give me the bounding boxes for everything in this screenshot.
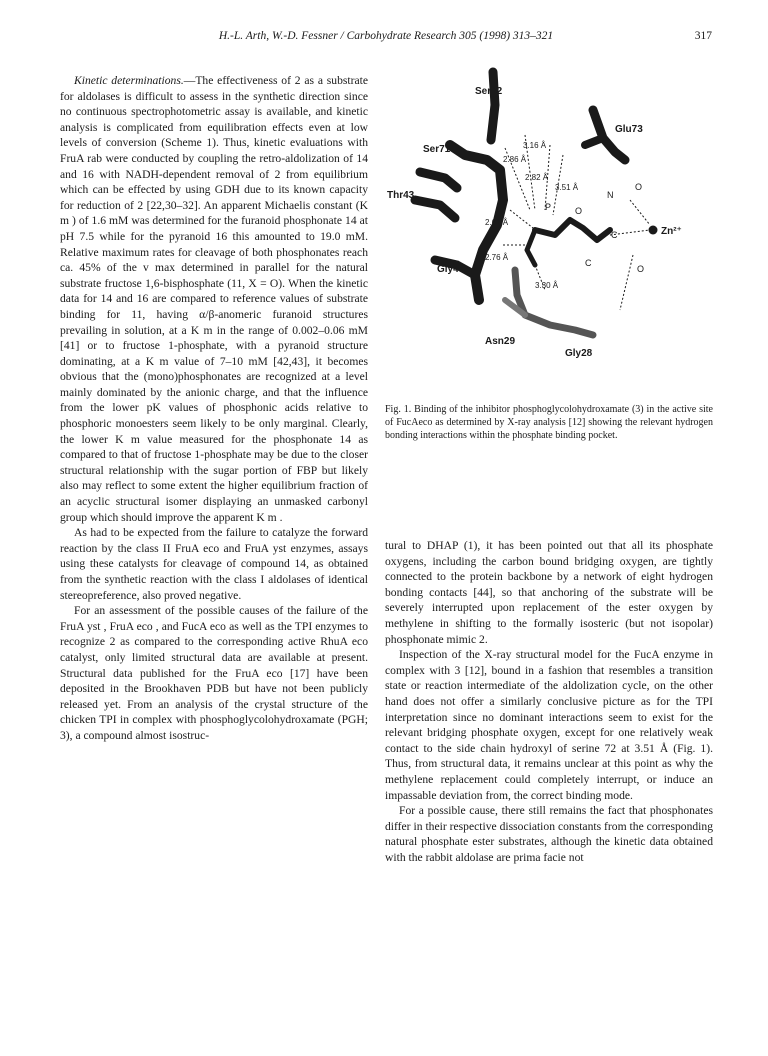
atom-label: O	[575, 206, 583, 216]
paragraph: As had to be expected from the failure to catalyze the forward reaction by the class II FruA eco and FruA yst enzymes, assays using these catalysts for cleavage of compound 14, as obtained from the synthetic reaction with the class I aldolases of identical stereopreference, also proved negative.	[60, 526, 368, 602]
running-title: H.-L. Arth, W.-D. Fessner / Carbohydrate Research 305 (1998) 313–321	[218, 30, 554, 42]
label-ser72: Ser72	[475, 86, 503, 97]
paragraph: Kinetic determinations.—The effectiveness of 2 as a substrate for aldolases is difficult to assess in the synthetic direction since no continuous spectrophotometric assay is available, and kinetic analysis is complicated from equilibration effects even at low levels of conversion (Scheme 1). Thus, kinetic evaluations with FruA rab were conducted by coupling the retro-aldolization of 14 and 16 with NADH-dependent removal of 2 from equilibrium which can be effected by using GDH due to its known capacity for reduction of 2 [22,30–32]. An apparent Michaelis constant (K m ) of 1.6 mM was determined for the furanoid phosphonate 14 at pH 7.5 while for the pyranoid 16 this amounted to 19.0 mM. Relative maximum rates for cleavage of both phosphonates reach ca. 45% of the v max determined in parallel for the natural substrate fructose 1,6-bisphosphate (11, X = O). When the kinetic data for 14 and 16 are compared to reference values of substrate binding for 11, having α/β-anomeric furanoid structures prevailing in solution, at a K m in the range of 0.002–0.06 mM [41] or to fructose 1-phosphate, with a pyranoid structure dominating, at a K m value of 7–10 mM [42,43], it becomes obvious that the (mono)phosphonates are recognized at a level mainly dominated by the anionic charge, and that the influence from the lower pK values of phosphonic acids relative to phosphoric monoesters seem likely to be only marginal. Clearly, the lower K m value measured for the phosphonate 14 as compared to that of fructose 1-phosphate may be due to the closer structural relationship with the sugar portion of FBP but likely also may reflect to some extent the higher equilibrium fraction of an acyclic structural isomer displaying an unmasked carbonyl group which should improve the apparent K m .	[60, 74, 368, 524]
figure-caption: Fig. 1. Binding of the inhibitor phosphoglycolohydroxamate (3) in the active site of FucAeco as determined by X-ray analysis [12] showing the relevant hydrogen bonding interactions within the phosphate binding pocket.	[385, 404, 713, 441]
atom-label: N	[607, 190, 614, 200]
label-ser71: Ser71	[423, 144, 451, 155]
page-number: 317	[694, 30, 712, 42]
zinc-ion-marker	[649, 226, 658, 235]
left-column	[60, 73, 368, 744]
paragraph: For a possible cause, there still remains the fact that phosphonates differ in their respective dissociation constants from the corresponding natural phosphate ester substrates, although the kinetic data obtained with the rabbit aldolase are prima facie not	[385, 804, 713, 864]
atom-label: O	[635, 182, 643, 192]
atom-label: C	[585, 258, 592, 268]
label-thr43: Thr43	[387, 190, 415, 201]
paragraph: For an assessment of the possible causes of the failure of the FruA yst , FruA eco , and FucA eco as well as the TPI enzymes to recognize 2 as compared to the corresponding active RhuA eco catalyst, only limited structural data are available at present. Structural data published for the FruA eco [17] have been deposited in the Brookhaven PDB but have not been publicly released yet. From an analysis of the crystal structure of the chicken TPI in complex with phosphoglycolohydroxamate (PGH; 3), a compound almost isostruc-	[60, 604, 368, 742]
label-gly28: Gly28	[565, 348, 593, 359]
distance-label: 2.86 Å	[503, 155, 527, 164]
run-in-heading: Kinetic determinations.	[74, 74, 184, 87]
distance-label: 3.16 Å	[523, 141, 547, 150]
paragraph: Inspection of the X-ray structural model for the FucA enzyme in complex with 3 [12], bound in a fashion that resembles a transition state or reaction intermediate of the aldolization cycle, on the other hand does not offer a similarly conclusive picture as for the TPI interpretation since no dominant interactions seem to exist for the relevant bridging phosphate oxygen, except for one relatively weak contact to the side chain hydroxyl of serine 72 at 3.51 Å (Fig. 1). Thus, from structural data, it remains unclear at this point as why the methylene replacement could completely interrupt, or induce an impassable deviation from, the correct binding mode.	[385, 648, 713, 802]
active-site-diagram	[385, 60, 715, 405]
label-gly44: Gly44	[437, 264, 465, 275]
figure-1	[385, 60, 715, 405]
right-column	[385, 538, 713, 865]
atom-label: C	[611, 230, 618, 240]
atom-label: P	[545, 202, 552, 212]
label-glu73: Glu73	[615, 124, 643, 135]
label-asn29: Asn29	[485, 336, 516, 347]
distance-label: 2.82 Å	[525, 173, 549, 182]
running-header	[60, 30, 712, 46]
atom-label: O	[637, 264, 645, 274]
distance-label: 2.76 Å	[485, 253, 509, 262]
paragraph: tural to DHAP (1), it has been pointed out that all its phosphate oxygens, including the carbon bound bridging oxygen, are tightly connected to the protein backbone by a network of eight hydrogen bonding contacts [44], so that anchoring of the substrate will be severely interrupted upon replacement of the ester oxygen by methylene in shifting to the formally isosteric (but not isopolar) phosphonate mimic 2.	[385, 539, 713, 646]
distance-label: 2.61 Å	[485, 218, 509, 227]
label-zinc: Zn²⁺	[661, 226, 682, 237]
distance-label: 3.30 Å	[535, 281, 559, 290]
distance-label: 3.51 Å	[555, 183, 579, 192]
